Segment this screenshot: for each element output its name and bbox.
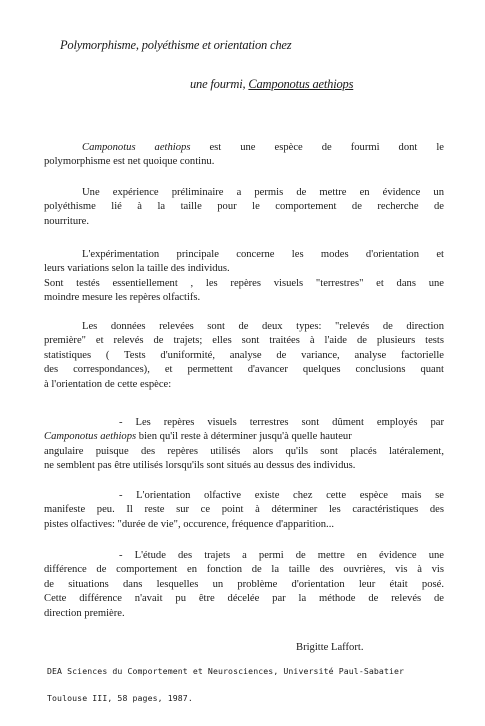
text-line: statistiques ( Tests d'uniformité, analyse de variance, analyse factorielle [44, 349, 444, 361]
text-line: de situations dans lesquelles un problème d'orientation leur était posé. [44, 578, 444, 590]
text-line: Sont testés essentiellement , les repères visuels "terrestres" et dans une [44, 277, 444, 289]
species-name: Camponotus aethiops [44, 431, 137, 443]
text-line: nourriture. [44, 215, 90, 227]
text-line: - L'étude des trajets a permi de mettre en évidence une [119, 550, 444, 561]
text-line: pistes olfactives: "durée de vie", occurence, fréquence d'apparition... [44, 518, 334, 530]
paragraph-preliminary [44, 186, 444, 229]
text-fragment: bien qu'il reste à déterminer jusqu'à quelle hauteur [136, 431, 352, 443]
title-line-2 [190, 77, 353, 92]
footer-line-2: Toulouse III, 58 pages, 1987. [47, 693, 193, 703]
text-line: moindre mesure les repères olfactifs. [44, 292, 201, 304]
text-line: - Les repères visuels terrestres sont dûment employés par [119, 417, 444, 428]
footer-line-1: DEA Sciences du Comportement et Neurosciences, Université Paul-Sabatier [47, 666, 405, 676]
text-line: leurs variations selon la taille des individus. [44, 263, 230, 275]
text-line: angulaire puisque des repères utilisés alors qu'ils sont placés latéralement, [44, 445, 444, 457]
text-line: Une expérience préliminaire a permis de mettre en évidence un [82, 187, 444, 198]
text-line: ne semblent pas être utilisés lorsqu'ils sont situés au dessus des individus. [44, 460, 356, 472]
title-prefix: une fourmi, [190, 77, 249, 91]
title-line-1: Polymorphisme, polyéthisme et orientation chez [60, 38, 292, 52]
title-species: Camponotus aethiops [248, 77, 354, 91]
text-line: Cette différence n'avait pu être décelée par la méthode de relevés de [44, 593, 444, 605]
paragraph-visual-cues [44, 416, 444, 474]
paragraph-experimentation [44, 248, 444, 306]
paragraph-intro [44, 141, 444, 170]
text-line: Les données relevées sont de deux types: "relevés de direction [82, 321, 444, 332]
text-line: manifeste peu. Il reste sur ce point à déterminer les caractéristiques des [44, 504, 444, 516]
text-line [44, 430, 444, 444]
paragraph-data [44, 320, 444, 392]
text-line: polyéthisme lié à la taille pour le comportement de recherche de [44, 201, 444, 213]
text-fragment: est une espèce de fourmi dont le [209, 142, 444, 153]
text-line: différence de comportement en fonction de la taille des ouvrières, vis à vis [44, 564, 444, 576]
text-line [44, 141, 444, 155]
text-line: - L'orientation olfactive existe chez cette espèce mais se [119, 490, 444, 501]
paragraph-trajectories [44, 549, 444, 621]
species-name: Camponotus aethiops [82, 142, 191, 153]
author-signature: Brigitte Laffort. [296, 642, 364, 653]
text-line: à l'orientation de cette espèce: [44, 378, 172, 390]
text-line: des correspondances), et permettent d'avancer quelques conclusions quant [44, 364, 444, 376]
text-line: première" et relevés de trajets; elles sont traitées à l'aide de plusieurs tests [44, 335, 444, 347]
text-line: direction première. [44, 607, 125, 619]
text-line: polymorphisme est net quoique continu. [44, 156, 215, 168]
text-line: L'expérimentation principale concerne les modes d'orientation et [82, 249, 444, 260]
paragraph-olfactory [44, 489, 444, 532]
